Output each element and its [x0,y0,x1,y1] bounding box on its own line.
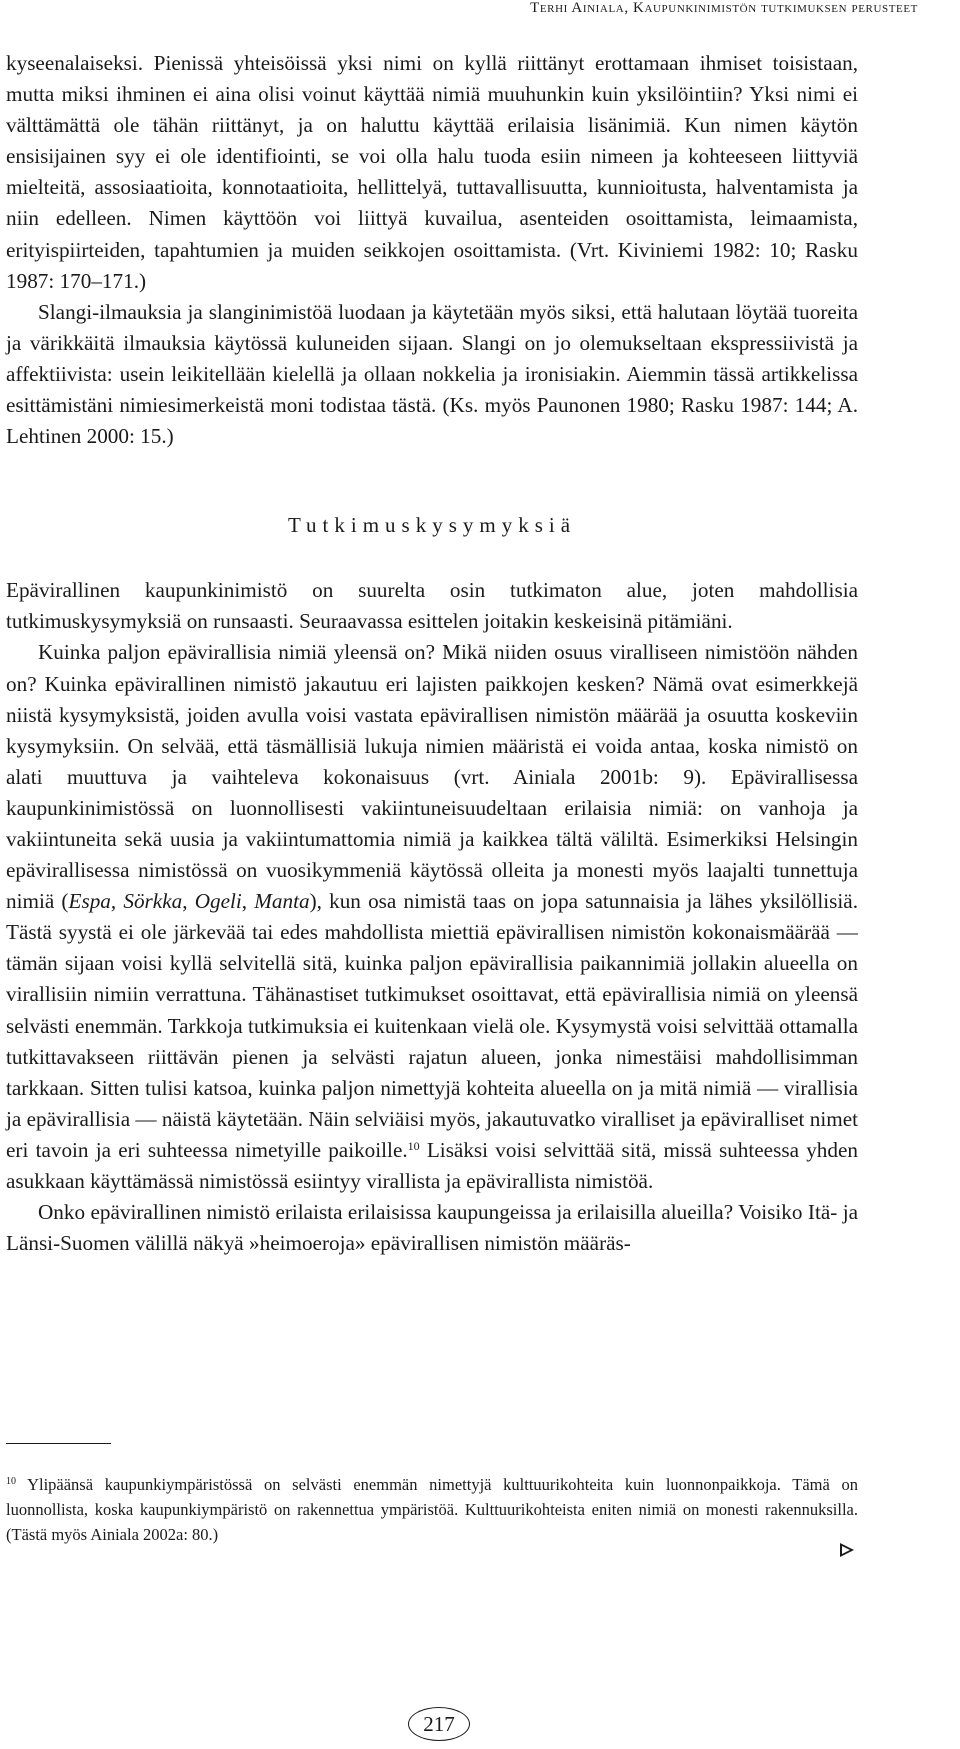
paragraph-4 [6,637,858,1197]
paragraph-1 [6,48,858,297]
paragraph-3: Epävirallinen kaupunkinimistö on suurelta osin tutkimaton alue, joten mahdollisia tutkimuskysymyksiä on runsaasti. Seuraavassa esittelen joitakin keskeisinä pitämiäni. [6,578,858,634]
paragraph-1-text: kyseenalaiseksi. Pienissä yhteisöissä yksi nimi on kyllä riittänyt erottamaan ihmiset toisistaan, mutta miksi ihminen ei aina olisi voinut käyttää nimiä muuhunkin kuin yksilöintiin? Yksi nimi ei välttämättä ole tähän riittänyt, ja on haluttu käyttää erilaisia lisänimiä. Kun nimen käytön ensisijainen syy ei ole identifiointi, se voi olla halu tuoda esiin nimeen ja kohteeseen liittyviä mielteitä, assosiaatioita, konnotaatioita, hellittelyä, tuttavallisuutta, kunnioitusta, halventamista ja niin edelleen. Nimen käyttöön voi liittyä kuvailua, asenteiden osoittamista, leimaamista, erityispiirteiden, tapahtumien ja muiden seikkojen osoittamista. (Vrt. Kiviniemi 1982: 10; Rasku 1987: 170–171.) [6,51,858,293]
footnote-reference[interactable]: 10 [407,1138,420,1153]
paragraph-4-text-a: Kuinka paljon epävirallisia nimiä yleensä on? Mikä niiden osuus viralliseen nimistöön nähden on? Kuinka epävirallinen nimistö jakautuu eri lajisten paikkojen kesken? Nämä ovat esimerkkejä niistä kysymyksistä, joiden avulla voisi vastata epävirallisen nimistön määrää ja osuutta koskeviin kysymyksiin. On selvää, että täsmällisiä lukuja nimien määristä ei voida antaa, koska nimistö on alati muuttuva ja vaihteleva kokonaisuus (vrt. Ainiala 2001b: 9). Epävirallisessa kaupunkinimistössä on luonnollisesti vakiintuneisuudeltaan erilaisia nimiä: on vanhoja ja vakiintuneita sekä uusia ja vakiintumattomia nimiä ja kaikkea tältä väliltä. Esimerkiksi Helsingin epävirallisessa nimistössä on vuosikymmeniä käytössä olleita ja monesti myös laajalti tunnettuja nimiä ( [6,640,858,914]
example-name-manta: Manta [254,889,310,914]
separator: , [241,889,255,914]
separator: , [110,889,124,914]
footnote [6,1472,858,1547]
page-number: 217 [408,1707,470,1741]
paragraph-4-text-c: Lisäksi voisi selvittää sitä, missä suhteessa yhden asukkaan käyttämässä nimistössä esiintyy virallista ja epävirallista nimistöä. [6,1137,858,1193]
footnote-rule [6,1443,111,1444]
body-text [6,48,858,1259]
example-name-ogeli: Ogeli [194,889,242,914]
section-heading: Tutkimuskysymyksiä [287,513,577,538]
example-name-espa: Espa [68,889,111,914]
paragraph-2: Slangi-ilmauksia ja slanginimistöä luodaan ja käytetään myös siksi, että halutaan löytää tuoreita ja värikkäitä ilmauksia käytössä kuluneiden sijaan. Slangi on jo olemukseltaan ekspressiivistä ja affektiivista: usein leikitellään kielellä ja ollaan nokkelia ja ironisiakin. Aiemmin tässä artikkelissa esittämistäni nimiesimerkeistä moni todistaa tästä. (Ks. myös Paunonen 1980; Rasku 1987: 144; A. Lehtinen 2000: 15.) [6,299,858,449]
paragraph-5: Onko epävirallinen nimistö erilaista erilaisissa kaupungeissa ja erilaisilla alueilla? Voisiko Itä- ja Länsi-Suomen välillä näkyä »heimoeroja» epävirallisen nimistön määräs- [6,1200,858,1256]
footnote-number: 10 [6,1476,16,1487]
running-head: Terhi Ainiala, Kaupunkinimistön tutkimuksen perusteet [530,0,918,16]
example-name-sorkka: Sörkka [123,889,183,914]
separator: , [182,889,195,914]
continue-arrow-icon [840,1543,854,1557]
paragraph-4-text-b: ), kun osa nimistä taas on jopa satunnaisia ja lähes yksilöllisiä. Tästä syystä ei ole järkevää tai edes mahdollista miettiä epävirallisen nimistön kokonaismäärää — tämän sijaan voisi kyllä selvitellä sitä, kuinka paljon epävirallisia paikannimiä jollakin alueella on virallisiin nimiin verrattuna. Tähänastiset tutkimukset osoittavat, että epävirallisia nimiä on yleensä selvästi enemmän. Tarkkoja tutkimuksia ei kuitenkaan vielä ole. Kysymystä voisi selvittää ottamalla tutkittavakseen riittävän pienen ja selvästi rajatun alueen, jonka nimestäisi mahdollisimman tarkkaan. Sitten tulisi katsoa, kuinka paljon nimettyjä kohteita alueella on ja mitä nimiä — virallisia ja epävirallisia — näistä käytetään. Näin selviäisi myös, jakautuvatko viralliset ja epäviralliset nimet eri tavoin ja eri suhteessa nimetyille paikoille. [6,889,859,1162]
footnote-text: Ylipäänsä kaupunkiympäristössä on selvästi enemmän nimettyjä kulttuurikohteita kuin luonnonpaikkoja. Tämä on luonnollista, koska kaupunkiympäristö on rakennettua ympäristöä. Kulttuurikohteista eniten nimiä on monesti rakennuksilla. (Tästä myös Ainiala 2002a: 80.) [6,1475,858,1544]
